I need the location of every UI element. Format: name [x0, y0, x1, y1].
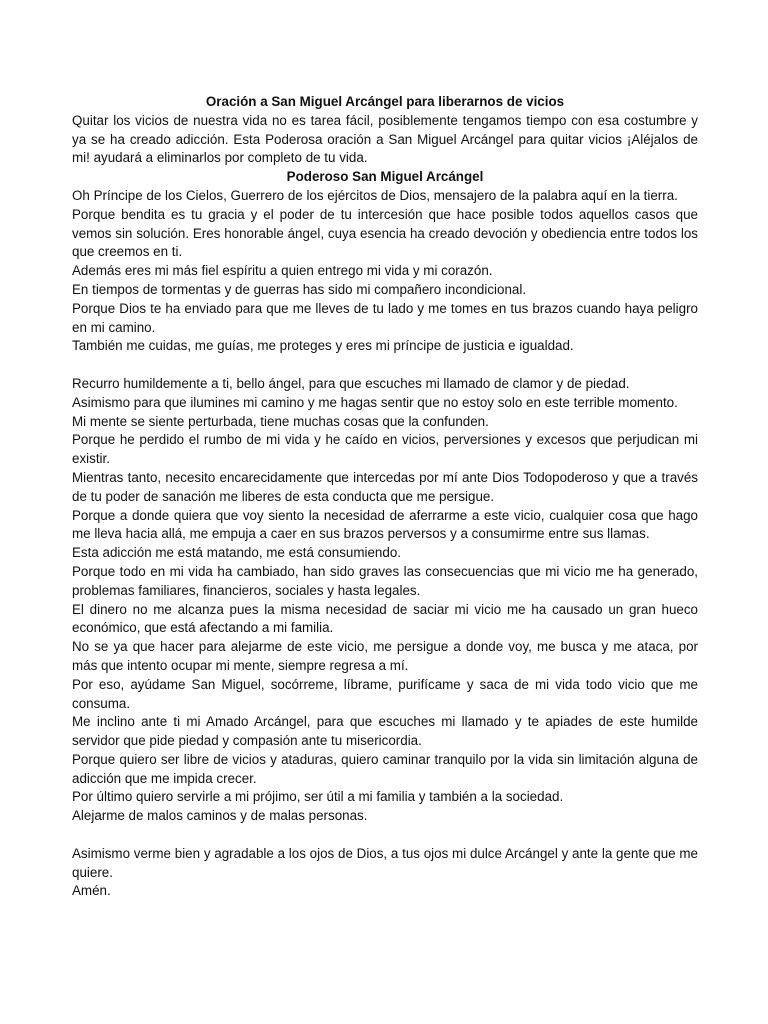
intro-paragraph: Quitar los vicios de nuestra vida no es tarea fácil, posiblemente tengamos tiempo con esa costumbre y ya se ha creado adicción. Esta Poderosa oración a San Miguel Arcángel para quitar vicios ¡Aléjalos de mi! ayudará a eliminarlos por completo de tu vida. [72, 112, 698, 166]
prayer-paragraph: Alejarme de malos caminos y de malas personas. [72, 808, 368, 824]
prayer-subtitle: Poderoso San Miguel Arcángel [286, 169, 484, 185]
prayer-paragraph: Por último quiero servirle a mi prójimo, ser útil a mi familia y también a la sociedad. [72, 789, 564, 805]
prayer-paragraph: Porque todo en mi vida ha cambiado, han sido graves las consecuencias que mi vicio me ha generado, problemas familiares, financieros, sociales y hasta legales. [72, 563, 698, 598]
prayer-paragraph: Porque bendita es tu gracia y el poder de tu intercesión que hace posible todos aquellos casos que vemos sin solución. Eres honorable ángel, cuya esencia ha creado devoción y obediencia entre todos los que creemos en ti. [72, 206, 698, 260]
document-title: Oración a San Miguel Arcángel para liberarnos de vicios [205, 94, 565, 109]
prayer-paragraph: En tiempos de tormentas y de guerras has sido mi compañero incondicional. [72, 281, 527, 297]
prayer-paragraph: Asimismo verme bien y agradable a los ojos de Dios, a tus ojos mi dulce Arcángel y ante la gente que me quiere. [72, 845, 698, 880]
paragraph-gap [72, 356, 698, 375]
prayer-paragraph: Porque Dios te ha enviado para que me lleves de tu lado y me tomes en tus brazos cuando haya peligro en mi camino. [72, 300, 698, 335]
prayer-paragraph: Recurro humildemente a ti, bello ángel, para que escuches mi llamado de clamor y de piedad. [72, 375, 630, 391]
prayer-body [72, 187, 698, 901]
prayer-paragraph: Mi mente se siente perturbada, tiene muchas cosas que la confunden. [72, 413, 489, 429]
prayer-paragraph: Porque quiero ser libre de vicios y ataduras, quiero caminar tranquilo por la vida sin limitación alguna de adicción que me impida crecer. [72, 751, 698, 786]
prayer-paragraph: No se ya que hacer para alejarme de este vicio, me persigue a donde voy, me busca y me ataca, por más que intento ocupar mi mente, siempre regresa a mí. [72, 639, 698, 673]
prayer-paragraph: Asimismo para que ilumines mi camino y me hagas sentir que no estoy solo en este terrible momento. [72, 394, 678, 410]
prayer-paragraph: Oh Príncipe de los Cielos, Guerrero de los ejércitos de Dios, mensajero de la palabra aquí en la tierra. [72, 187, 678, 203]
prayer-paragraph: Esta adicción me está matando, me está consumiendo. [72, 545, 401, 561]
prayer-paragraph: Amén. [72, 883, 111, 899]
prayer-paragraph: Mientras tanto, necesito encarecidamente que intercedas por mí ante Dios Todopoderoso y que a través de tu poder de sanación me liberes de esta conducta que me persigue. [72, 469, 698, 504]
prayer-paragraph: El dinero no me alcanza pues la misma necesidad de saciar mi vicio me ha causado un gran hueco económico, que está afectando a mi familia. [72, 601, 698, 636]
paragraph-gap [72, 826, 698, 845]
prayer-paragraph: Porque he perdido el rumbo de mi vida y he caído en vicios, perversiones y excesos que perjudican mi existir. [72, 432, 698, 467]
prayer-paragraph: Porque a donde quiera que voy siento la necesidad de aferrarme a este vicio, cualquier cosa que hago me lleva hacia allá, me empuja a caer en sus brazos perversos y a consumirme entre sus llamas. [72, 507, 698, 542]
prayer-paragraph: También me cuidas, me guías, me proteges y eres mi príncipe de justicia e igualdad. [72, 338, 574, 354]
prayer-paragraph: Además eres mi más fiel espíritu a quien entrego mi vida y mi corazón. [72, 263, 493, 279]
prayer-paragraph: Me inclino ante ti mi Amado Arcángel, para que escuches mi llamado y te apiades de este humilde servidor que pide piedad y compasión ante tu misericordia. [72, 714, 698, 749]
prayer-paragraph: Por eso, ayúdame San Miguel, socórreme, líbrame, purifícame y saca de mi vida todo vicio que me consuma. [72, 676, 698, 711]
document-page [72, 93, 698, 901]
